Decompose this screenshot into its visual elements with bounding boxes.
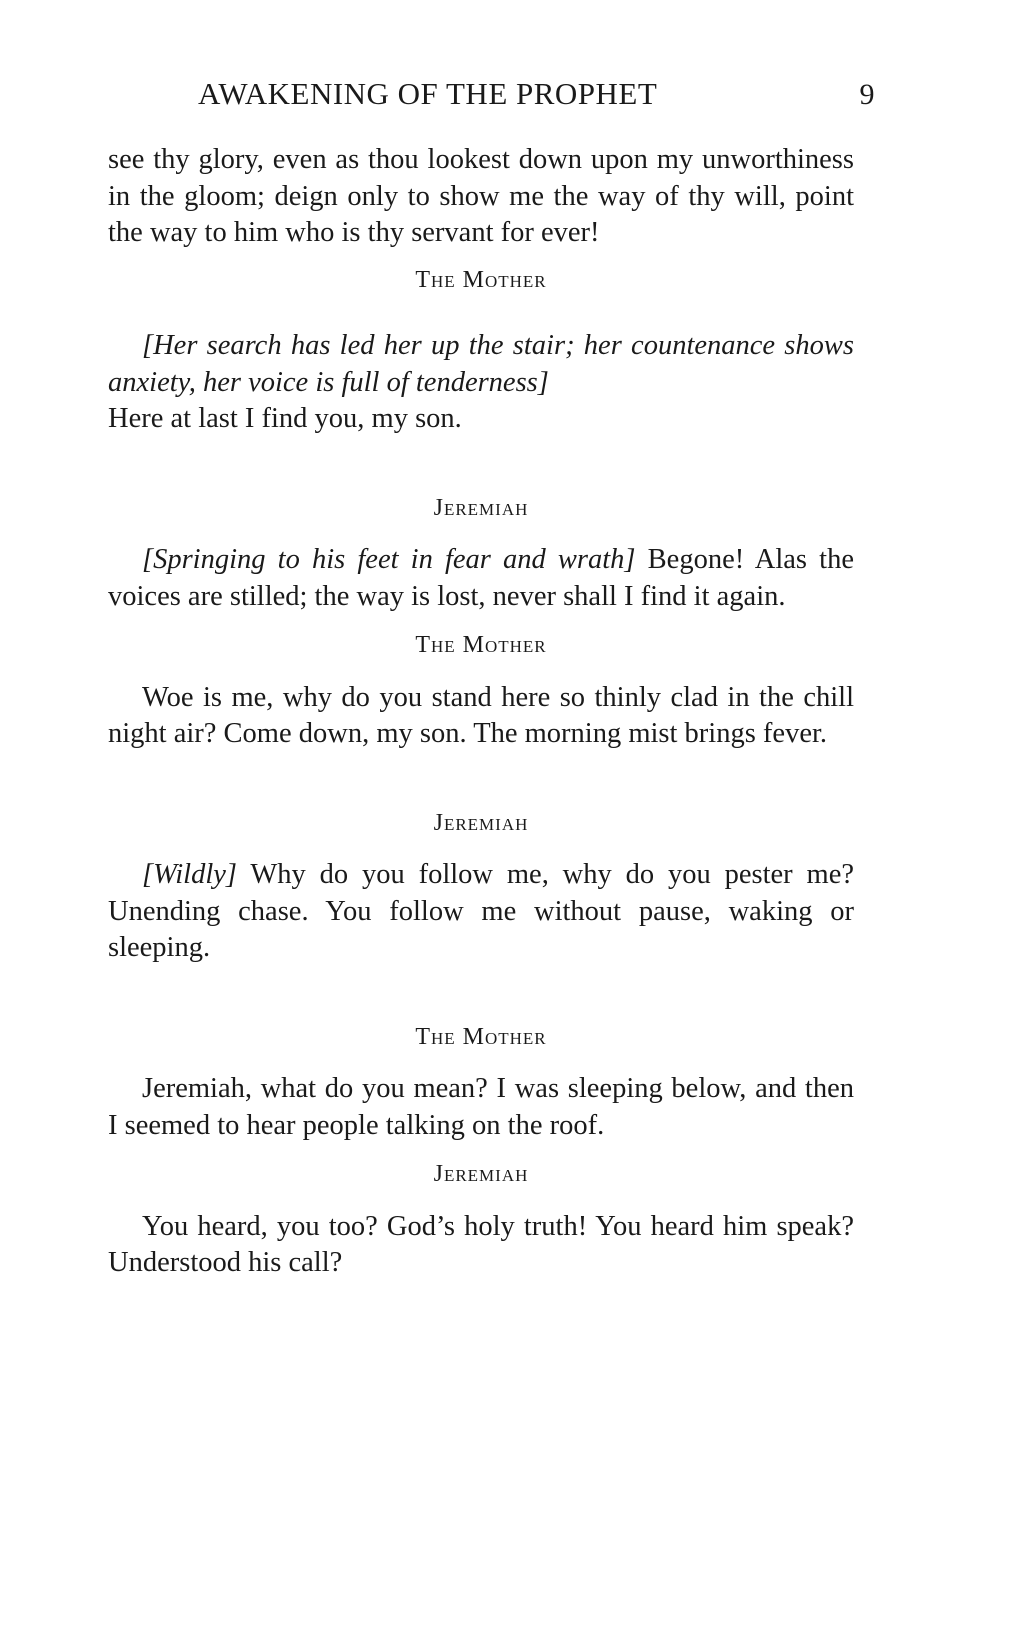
paragraph-text: see thy glory, even as thou lookest down upon my unworthiness in the gloom; deign only to show me the way of thy will, point the way to him who is thy servant for ever!	[108, 144, 854, 248]
speaker-heading: Jeremiah	[433, 809, 529, 836]
paragraph	[108, 857, 854, 967]
paragraph	[108, 542, 854, 615]
paragraph-text: You heard, you too? God’s holy truth! You heard him speak? Understood his call?	[108, 1210, 854, 1278]
speaker-heading: The Mother	[415, 266, 547, 293]
speaker-heading: The Mother	[415, 1023, 547, 1050]
paragraph	[108, 680, 854, 753]
stage-direction: [Her search has led her up the stair; her countenance shows anxiety, her voice is full of tenderness]	[108, 330, 854, 398]
speaker-heading: The Mother	[415, 632, 547, 658]
paragraph-text: Begone! Alas the voices are stilled; the way is lost, never shall I find it again.	[108, 544, 854, 612]
page-header	[108, 76, 875, 116]
paragraph-text: Woe is me, why do you stand here so thinly clad in the chill night air? Come down, my son. The morning mist brings fever.	[108, 681, 854, 749]
stage-direction: [Wildly]	[142, 859, 238, 890]
running-head: AWAKENING OF THE PROPHET	[198, 76, 658, 111]
paragraph	[108, 1071, 854, 1144]
speaker-heading: Jeremiah	[433, 1161, 529, 1187]
paragraph-text: Here at last I find you, my son.	[108, 403, 462, 434]
stage-direction: [Springing to his feet in fear and wrath]	[142, 544, 636, 575]
paragraph	[108, 1209, 854, 1282]
paragraph	[108, 328, 854, 438]
speaker-heading: Jeremiah	[433, 494, 529, 521]
paragraph-text: Why do you follow me, why do you pester me? Unending chase. You follow me without pause, waking or sleeping.	[108, 859, 854, 963]
page-body	[108, 142, 854, 1282]
page-number: 9	[859, 78, 875, 111]
paragraph-text: Jeremiah, what do you mean? I was sleeping below, and then I seemed to hear people talking on the roof.	[108, 1073, 854, 1141]
paragraph	[108, 142, 854, 252]
